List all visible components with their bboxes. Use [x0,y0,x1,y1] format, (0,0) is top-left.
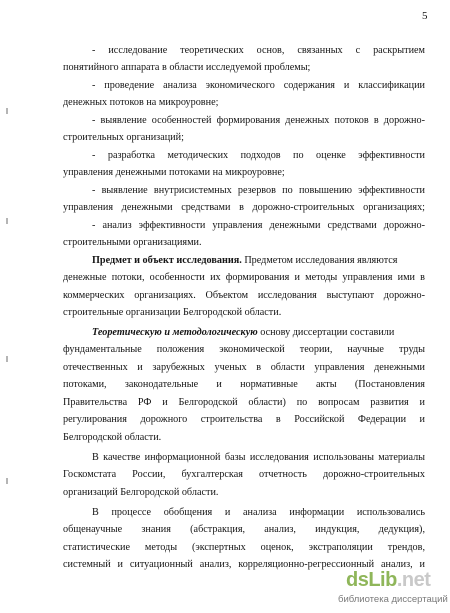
info-base-line: Госкомстата России, бухгалтерская отчетность дорожно-строительных [63,469,425,480]
basis-line: фундаментальные положения экономической теории, научные труды [63,344,425,355]
methods-line: статистические методы (экспертных оценок, экстраполяции трендов, [63,542,425,553]
site-watermark[interactable] [338,569,450,613]
task-line: денежных потоков на микроуровне; [63,97,219,108]
watermark-subtitle: библиотека диссертаций [338,594,448,605]
methods-line: системный и ситуационный анализ, корреляционно-регрессионный анализ, и [63,559,425,570]
task-line: - исследование теоретических основ, связанных с раскрытием [92,45,425,56]
task-line: строительных организаций; [63,132,184,143]
info-base-line: организаций Белгородской области. [63,487,219,498]
methods-line: В процессе обобщения и анализа информации использовались [92,507,425,518]
task-line: - выявление особенностей формирования денежных потоков в дорожно- [92,115,425,126]
margin-mark [6,356,8,362]
object-line: коммерческих организациях. Объектом исследования выступают дорожно- [63,290,425,301]
task-line: - выявление внутрисистемных резервов по повышению эффективности [92,185,425,196]
task-line: - разработка методических подходов по оценке эффективности [92,150,425,161]
object-first-line-rest: Предметом исследования являются [241,255,398,266]
info-base-line: В качестве информационной базы исследования использованы материалы [92,452,425,463]
basis-line: потоками, законодательные и нормативные акты (Постановления [63,379,425,390]
page-number: 5 [422,10,428,22]
margin-mark [6,108,8,114]
object-heading: Предмет и объект исследования. [92,255,242,266]
task-line: понятийного аппарата в области исследуемой проблемы; [63,62,311,73]
basis-first-line-rest: основу диссертации составили [257,327,395,338]
task-line: управления денежными потоками на микроуровне; [63,167,285,178]
basis-paragraph-first-line [92,326,394,339]
task-line: - проведение анализа экономического содержания и классификации [92,80,425,91]
basis-line: Белгородской области. [63,432,162,443]
basis-heading: Теоретическую и методологическую [92,327,258,338]
margin-mark [6,218,8,224]
task-line: управления денежными средствами в дорожно-строительных организациях; [63,202,425,213]
task-line: - анализ эффективности управления денежными средствами дорожно- [92,220,425,231]
object-paragraph-first-line [92,254,398,267]
basis-line: Правительства РФ и Белгородской области) по вопросам развития и [63,397,425,408]
margin-mark [6,478,8,484]
methods-line: общенаучные знания (абстракция, анализ, индукция, дедукция), [63,524,425,535]
object-line: денежные потоки, особенности их формирования и методы управления ими в [63,272,425,283]
basis-line: регулирования дорожного строительства в Российской Федерации и [63,414,425,425]
object-line: строительные организации Белгородской области. [63,307,282,318]
basis-line: отечественных и зарубежных ученых в области управления денежными [63,362,425,373]
task-line: строительными организациями. [63,237,202,248]
watermark-logo: dsLib.net [346,569,431,591]
